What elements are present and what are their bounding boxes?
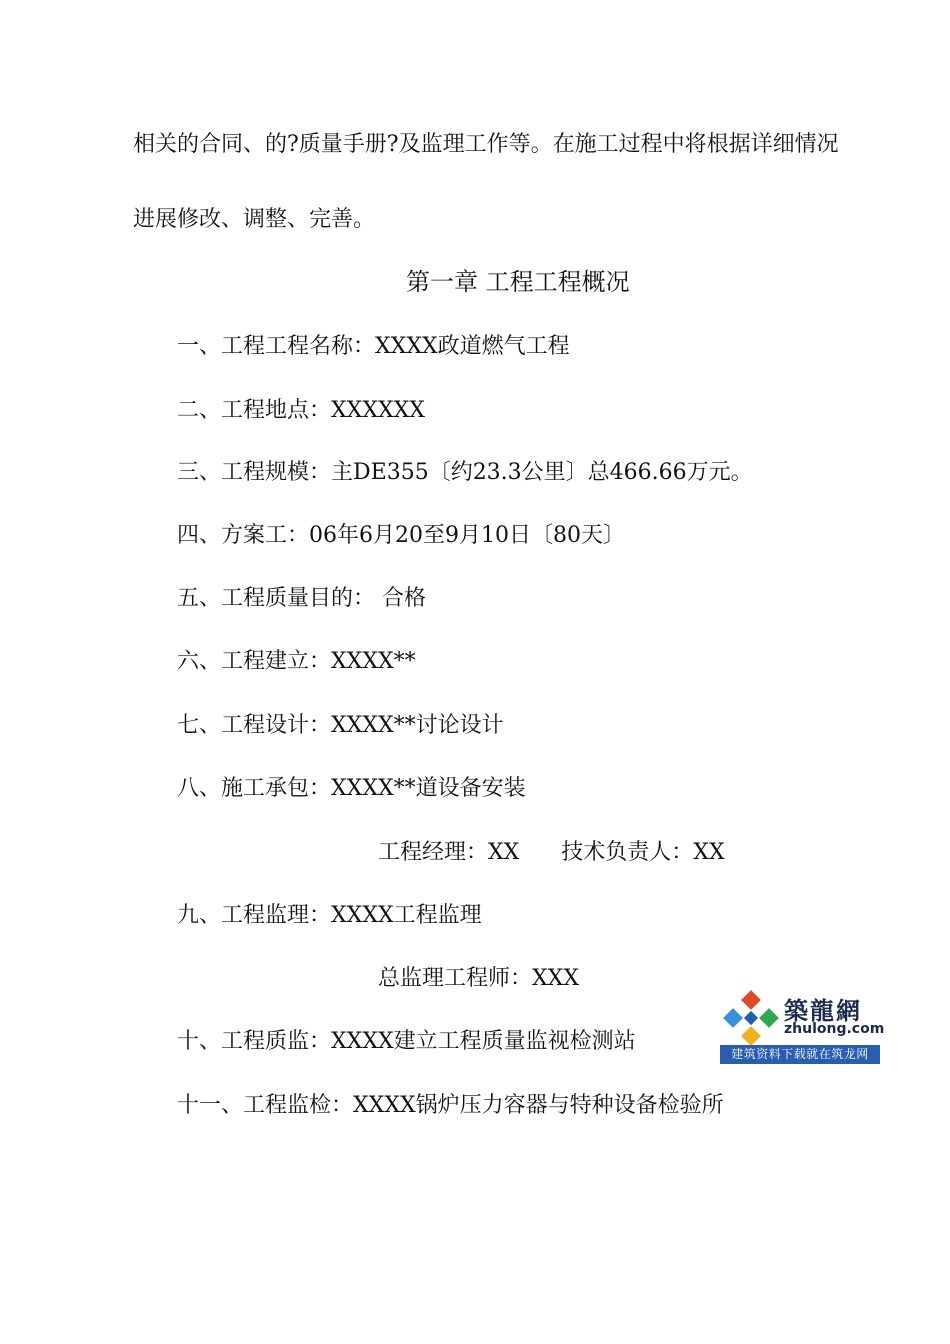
pinwheel-logo-icon: [722, 989, 780, 1047]
body-text-line-1: 相关的合同、的?质量手册?及监理工作等。在施工过程中将根据详细情况: [133, 132, 839, 157]
watermark-slogan: 建筑资料下载就在筑龙网: [720, 1045, 880, 1064]
item-project-name: 一、工程工程名称：XXXX政道燃气工程: [177, 334, 570, 359]
item-chief-supervisor: 总监理工程师：XXX: [378, 966, 579, 991]
zhulong-watermark-logo: [720, 987, 885, 1064]
item-quality-goal: 五、工程质量目的： 合格: [177, 586, 426, 611]
item-project-scale: 三、工程规模：主DE355〔约23.3公里〕总466.66万元。: [177, 460, 753, 485]
body-text-line-2: 进展修改、调整、完善。: [133, 207, 376, 232]
item-project-location: 二、工程地点：XXXXXX: [177, 398, 425, 423]
item-quality-inspection: 十、工程质监：XXXX建立工程质量监视检测站: [177, 1029, 636, 1054]
item-contractor: 八、施工承包：XXXX**道设备安装: [177, 776, 526, 801]
item-design-unit: 七、工程设计：XXXX**讨论设计: [177, 713, 504, 738]
watermark-domain: zhulong.com: [784, 1021, 885, 1037]
chapter-title: 第一章 工程工程概况: [406, 268, 630, 296]
item-schedule: 四、方案工：06年6月20至9月10日〔80天〕: [177, 523, 625, 548]
watermark-brand-name: 築龍網: [784, 997, 862, 1025]
item-project-manager: 工程经理：XX 技术负责人：XX: [378, 840, 725, 865]
item-supervision: 九、工程监理：XXXX工程监理: [177, 903, 482, 928]
item-construction-unit: 六、工程建立：XXXX**: [177, 649, 416, 674]
item-special-inspection: 十一、工程监检：XXXX锅炉压力容器与特种设备检验所: [177, 1093, 724, 1118]
